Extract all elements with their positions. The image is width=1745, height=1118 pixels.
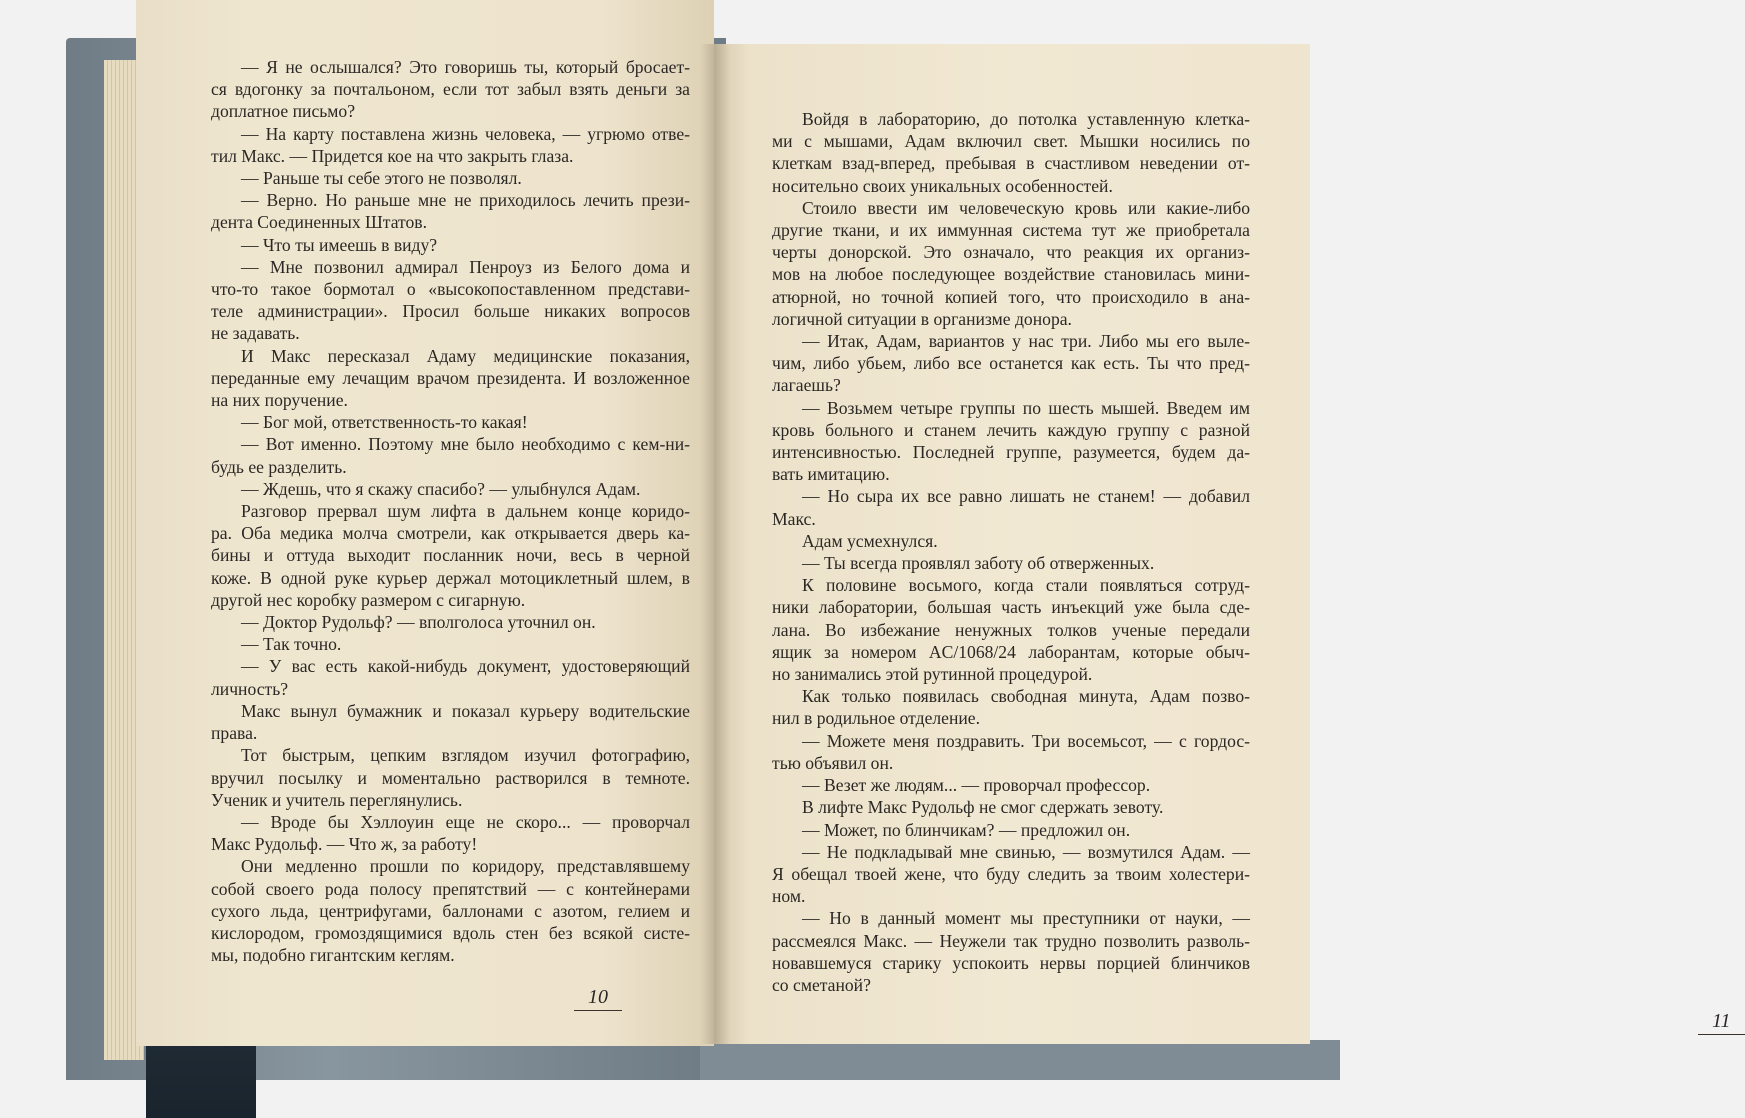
paragraph xyxy=(211,700,690,744)
paragraph xyxy=(772,552,1250,574)
right-page-text xyxy=(772,108,1250,996)
text-line: Я обещал твоей жене, что буду следить за твоим холестери- xyxy=(772,863,1250,884)
paragraph xyxy=(211,234,690,256)
text-line: на них поручение. xyxy=(211,390,348,411)
paragraph xyxy=(211,189,690,233)
paragraph xyxy=(211,811,690,855)
paragraph xyxy=(211,256,690,345)
text-line: что-то такое бормотал о «высокопоставленном представи- xyxy=(211,279,690,300)
text-line: коже. В одной руке курьер держал мотоциклетный шлем, в xyxy=(211,567,690,588)
left-page-text xyxy=(211,56,690,966)
text-line: — Но в данный момент мы преступники от науки, — xyxy=(802,908,1250,929)
paragraph xyxy=(772,774,1250,796)
text-line: — Я не ослышался? Это говоришь ты, который бросает- xyxy=(241,57,690,77)
text-line: — Везет же людям... — проворчал профессор. xyxy=(802,775,1151,796)
text-line: — Вроде бы Хэллоуин еще не скоро... — проворчал xyxy=(241,811,690,832)
text-line: Макс Рудольф. — Что ж, за работу! xyxy=(211,834,478,855)
text-line: Стоило ввести им человеческую кровь или какие-либо xyxy=(802,197,1250,218)
text-line: другие ткани, и их иммунная система тут же приобретала xyxy=(772,220,1250,241)
text-line: лагаешь? xyxy=(772,375,841,396)
text-line: — У вас есть какой-нибудь документ, удостоверяющий xyxy=(241,656,690,677)
paragraph xyxy=(772,730,1250,774)
text-line: интенсивностью. Последней группе, разумеется, будем да- xyxy=(772,442,1250,463)
paragraph xyxy=(211,655,690,699)
text-line: доплатное письмо? xyxy=(211,101,356,122)
text-line: Макс вынул бумажник и показал курьеру водительские xyxy=(241,700,690,721)
text-line: собой своего рода полосу препятствий — с контейнерами xyxy=(211,878,690,899)
text-line: рассмеялся Макс. — Неужели так трудно позволить разволь- xyxy=(772,930,1250,951)
book-cover-edge xyxy=(700,1040,1340,1080)
paragraph xyxy=(772,685,1250,729)
text-line: будь ее разделить. xyxy=(211,456,347,477)
text-line: — Можете меня поздравить. Три восемьсот, — с гордос- xyxy=(802,730,1250,751)
text-line: ящик за номером AC/1068/24 лаборантам, которые обыч- xyxy=(772,641,1250,662)
text-line: К половине восьмого, когда стали появляться сотруд- xyxy=(802,575,1250,596)
text-line: носительно своих уникальных особенностей. xyxy=(772,175,1113,196)
text-line: Они медленно прошли по коридору, представлявшему xyxy=(241,856,690,877)
text-line: не задавать. xyxy=(211,323,300,344)
text-line: кровь больного и станем лечить каждую группу с разной xyxy=(772,419,1250,440)
text-line: — Итак, Адам, вариантов у нас три. Либо мы его выле- xyxy=(802,331,1250,352)
text-line: — Бог мой, ответственность-то какая! xyxy=(241,412,528,433)
text-line: В лифте Макс Рудольф не смог сдержать зевоту. xyxy=(802,797,1164,818)
paragraph xyxy=(211,744,690,811)
paragraph xyxy=(211,855,690,966)
paragraph xyxy=(772,108,1250,197)
paragraph xyxy=(211,500,690,611)
text-line: Тот быстрым, цепким взглядом изучил фотографию, xyxy=(241,745,690,766)
text-line: — Не подкладывай мне свинью, — возмутился Адам. — xyxy=(802,841,1250,862)
text-line: тил Макс. — Придется кое на что закрыть глаза. xyxy=(211,145,574,166)
paragraph xyxy=(211,167,690,189)
text-line: лана. Во избежание ненужных толков ученые передали xyxy=(772,619,1250,640)
text-line: вать имитацию. xyxy=(772,464,890,485)
text-line: переданные ему лечащим врачом президента. И возложенное xyxy=(211,367,690,388)
paragraph xyxy=(772,485,1250,529)
paragraph xyxy=(772,796,1250,818)
paragraph xyxy=(211,411,690,433)
text-line: кислородом, громоздящимися вдоль стен без всякой систе- xyxy=(211,922,690,943)
text-line: ники лаборатории, большая часть инъекций уже была сде- xyxy=(772,597,1250,618)
text-line: Ученик и учитель переглянулись. xyxy=(211,789,463,810)
text-line: Адам усмехнулся. xyxy=(802,530,938,551)
text-line: ми с мышами, Адам включил свет. Мышки носились по xyxy=(772,131,1250,152)
text-line: — Что ты имеешь в виду? xyxy=(241,234,438,255)
text-line: Как только появилась свободная минута, Адам позво- xyxy=(802,686,1250,707)
paragraph xyxy=(211,56,690,123)
text-line: дента Соединенных Штатов. xyxy=(211,212,428,233)
text-line: бины и оттуда выходит посланник ночи, весь в черной xyxy=(211,545,690,566)
text-line: нил в родильное отделение. xyxy=(772,708,981,729)
book-gutter xyxy=(700,44,730,1044)
paragraph xyxy=(772,330,1250,397)
paragraph xyxy=(211,123,690,167)
text-line: со сметаной? xyxy=(772,974,871,995)
text-line: — Так точно. xyxy=(241,634,342,655)
text-line: ра. Оба медика молча смотрели, как открывается дверь ка- xyxy=(211,523,690,544)
text-line: черты донорской. Это означало, что реакция их организ- xyxy=(772,242,1250,263)
text-line: мов на любое последующее воздействие становилась мини- xyxy=(772,264,1250,285)
text-line: тью объявил он. xyxy=(772,752,894,773)
text-line: — На карту поставлена жизнь человека, — угрюмо отве- xyxy=(241,123,690,144)
paragraph xyxy=(772,530,1250,552)
right-page-number: 11 xyxy=(1698,1010,1745,1035)
text-line: теле администрации». Просил больше никаких вопросов xyxy=(211,301,690,322)
text-line: новавшемуся старику успокоить нервы порцией блинчиков xyxy=(772,952,1250,973)
text-line: — Возьмем четыре группы по шесть мышей. Введем им xyxy=(802,397,1250,418)
text-line: — Ждешь, что я скажу спасибо? — улыбнулся Адам. xyxy=(241,478,641,499)
text-line: И Макс пересказал Адаму медицинские показания, xyxy=(241,345,690,366)
paragraph xyxy=(211,633,690,655)
left-page-number: 10 xyxy=(574,986,622,1011)
text-line: атюрной, но точной копией того, что происходило в ана- xyxy=(772,286,1250,307)
text-line: — Верно. Но раньше мне не приходилось лечить прези- xyxy=(241,190,690,211)
text-line: личность? xyxy=(211,678,289,699)
text-line: — Вот именно. Поэтому мне было необходимо с кем-ни- xyxy=(241,434,690,455)
paragraph xyxy=(772,397,1250,486)
text-line: — Мне позвонил адмирал Пенроуз из Белого дома и xyxy=(241,256,690,277)
text-line: ся вдогонку за почтальоном, если тот забыл взять деньги за xyxy=(211,79,690,100)
text-line: — Ты всегда проявлял заботу об отверженных. xyxy=(802,553,1155,574)
paragraph xyxy=(211,433,690,477)
text-line: вручил посылку и моментально растворился в темноте. xyxy=(211,767,690,788)
text-line: Разговор прервал шум лифта в дальнем конце коридо- xyxy=(241,501,690,522)
text-line: мы, подобно гигантским кеглям. xyxy=(211,945,455,966)
text-line: — Раньше ты себе этого не позволял. xyxy=(241,168,522,189)
text-line: клеткам взад-вперед, пребывая в счастливом неведении от- xyxy=(772,153,1250,174)
text-line: логичной ситуации в организме донора. xyxy=(772,308,1072,329)
text-line: чим, либо убьем, либо все останется как есть. Ты что пред- xyxy=(772,353,1250,374)
paragraph xyxy=(772,574,1250,685)
left-page xyxy=(136,0,714,1046)
paragraph xyxy=(772,819,1250,841)
text-line: права. xyxy=(211,723,258,744)
text-line: другой нес коробку размером с сигарную. xyxy=(211,589,526,610)
paragraph xyxy=(211,478,690,500)
paragraph xyxy=(772,907,1250,996)
text-line: Войдя в лабораторию, до потолка уставленную клетка- xyxy=(802,109,1250,129)
text-line: — Доктор Рудольф? — вполголоса уточнил он. xyxy=(241,612,596,633)
text-line: Макс. xyxy=(772,508,816,529)
paragraph xyxy=(211,345,690,412)
paragraph xyxy=(772,841,1250,908)
right-page xyxy=(714,44,1731,1044)
text-line: ном. xyxy=(772,886,806,907)
text-line: сухого льда, центрифугами, баллонами с азотом, гелием и xyxy=(211,900,690,921)
paragraph xyxy=(772,197,1250,330)
text-line: — Может, по блинчикам? — предложил он. xyxy=(802,819,1131,840)
text-line: но занимались этой рутинной процедурой. xyxy=(772,664,1093,685)
paragraph xyxy=(211,611,690,633)
text-line: — Но сыра их все равно лишать не станем! — добавил xyxy=(802,486,1250,507)
